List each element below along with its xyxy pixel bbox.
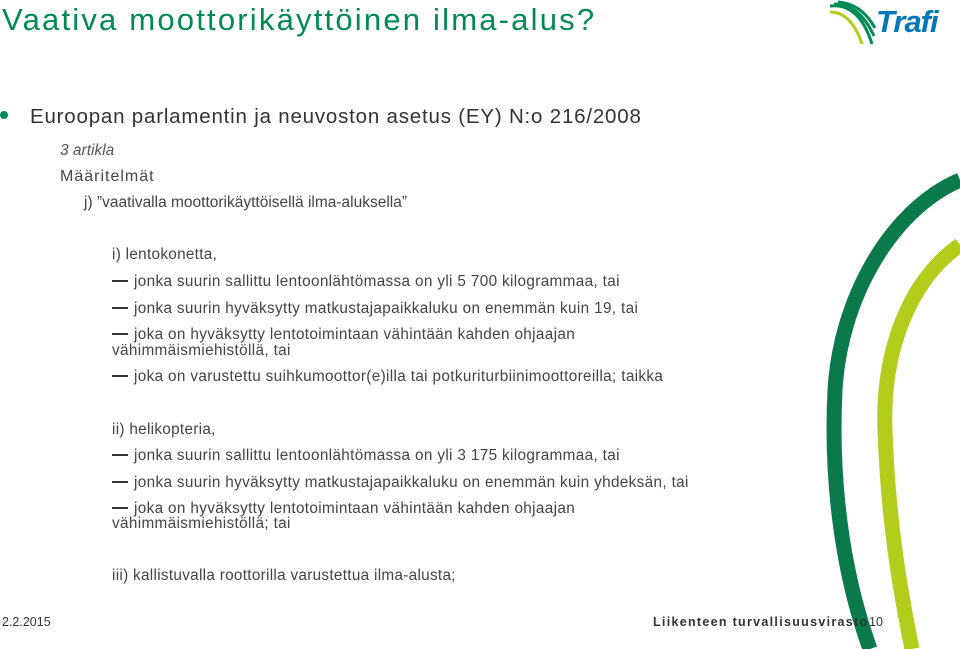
bullet-icon (0, 111, 8, 119)
page-title: Vaativa moottorikäyttöinen ilma-alus? (2, 2, 597, 37)
definition-j: j) ”vaativalla moottorikäyttöisellä ilma-aluksella” (84, 194, 408, 211)
dash-icon (112, 333, 128, 334)
trafi-logo (826, 0, 960, 52)
dash-icon (112, 280, 128, 281)
list-item: jonka suurin hyväksytty matkustajapaikkaluku on enemmän kuin 19, tai (112, 300, 638, 318)
list-item: jonka suurin sallittu lentoonlähtömassa on yli 3 175 kilogrammaa, tai (112, 447, 620, 465)
list-item-continuation: vähimmäismiehistöllä, tai (112, 342, 291, 359)
list-item: jonka suurin sallittu lentoonlähtömassa on yli 5 700 kilogrammaa, tai (112, 273, 620, 291)
page-number: 10 (869, 615, 883, 629)
list-item: joka on hyväksytty lentotoimintaan vähintään kahden ohjaajan (112, 500, 575, 518)
section-ii-label: ii) helikopteria, (112, 421, 216, 438)
list-item: jonka suurin hyväksytty matkustajapaikkaluku on enemmän kuin yhdeksän, tai (112, 474, 689, 492)
logo-text: Trafi (876, 4, 938, 39)
footer-date: 2.2.2015 (2, 615, 51, 629)
list-item-continuation: vähimmäismiehistöllä; tai (112, 515, 291, 532)
list-item: joka on hyväksytty lentotoimintaan vähintään kahden ohjaajan (112, 326, 575, 344)
swoosh-icon (828, 0, 876, 48)
footer-organization: Liikenteen turvallisuusvirasto (653, 615, 869, 629)
dash-icon (112, 507, 128, 508)
dash-icon (112, 307, 128, 308)
dash-icon (112, 375, 128, 376)
dash-icon (112, 481, 128, 482)
section-iii-label: iii) kallistuvalla roottorilla varustettua ilma-alusta; (112, 567, 456, 584)
regulation-heading: Euroopan parlamentin ja neuvoston asetus (EY) N:o 216/2008 (30, 105, 642, 128)
dash-icon (112, 454, 128, 455)
list-item: joka on varustettu suihkumoottor(e)illa tai potkuriturbiinimoottoreilla; taikka (112, 368, 663, 386)
definitions-label: Määritelmät (60, 168, 155, 185)
section-i-label: i) lentokonetta, (112, 246, 218, 263)
article-number: 3 artikla (60, 142, 115, 159)
decorative-arcs (800, 160, 960, 649)
